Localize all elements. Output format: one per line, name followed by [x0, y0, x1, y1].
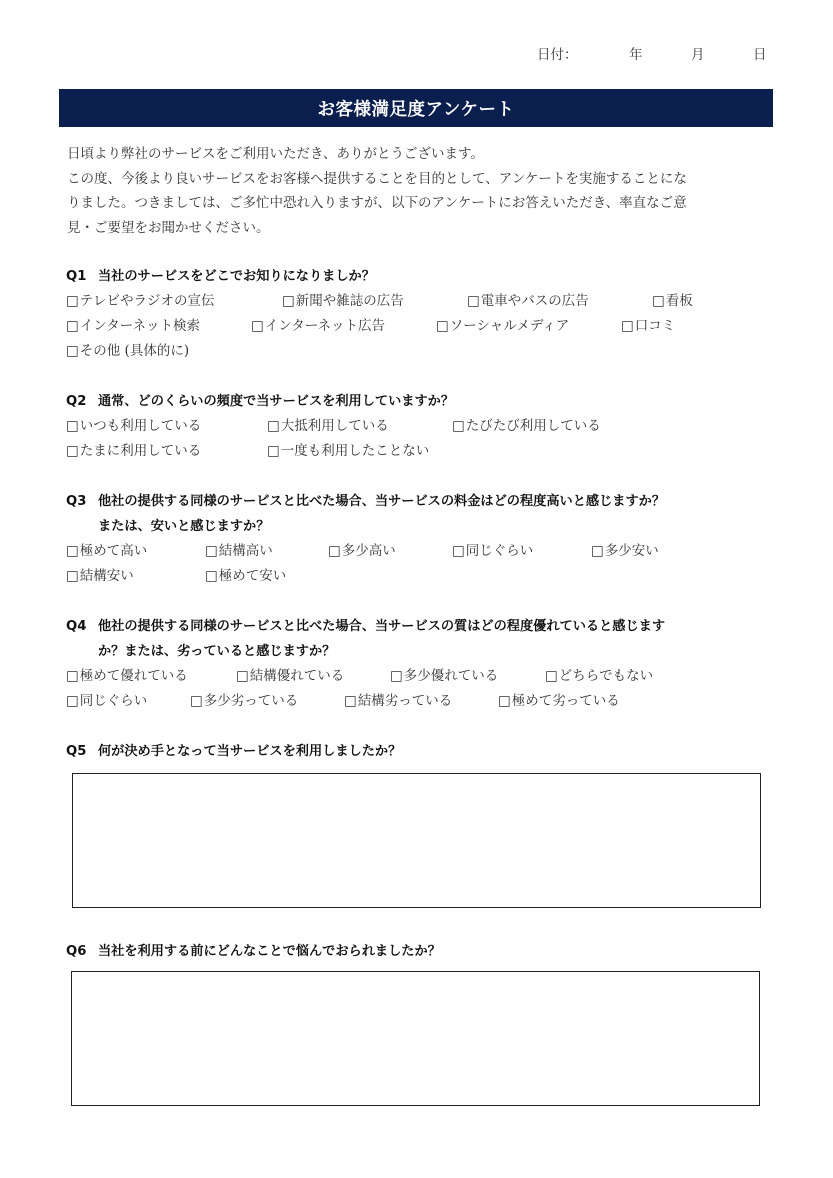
- checkbox-icon[interactable]: □: [545, 668, 558, 684]
- question-1: [66, 264, 776, 364]
- checkbox-icon[interactable]: □: [436, 318, 449, 334]
- question-heading: [66, 739, 776, 764]
- date-label: 日付：: [537, 47, 578, 63]
- checkbox-option[interactable]: □いつも利用している: [66, 414, 201, 439]
- checkbox-option[interactable]: □たまに利用している: [66, 439, 201, 464]
- checkbox-icon[interactable]: □: [652, 293, 665, 309]
- checkbox-icon[interactable]: □: [236, 668, 249, 684]
- question-heading: [66, 939, 776, 964]
- checkbox-option[interactable]: □多少優れている: [390, 664, 498, 689]
- checkbox-option[interactable]: □大抵利用している: [267, 414, 389, 439]
- checkbox-icon[interactable]: □: [66, 343, 79, 359]
- question-text-line2: または、安いと感じますか？: [98, 519, 270, 534]
- checkbox-icon[interactable]: □: [267, 418, 280, 434]
- intro-line: 見・ご要望をお聞かせください。: [67, 219, 270, 236]
- checkbox-option[interactable]: □同じぐらい: [452, 539, 533, 564]
- checkbox-option[interactable]: □多少安い: [591, 539, 659, 564]
- checkbox-icon[interactable]: □: [66, 543, 79, 559]
- question-heading: [66, 489, 776, 514]
- checkbox-option[interactable]: □極めて高い: [66, 539, 147, 564]
- question-3: [66, 489, 776, 589]
- checkbox-option[interactable]: □同じぐらい: [66, 689, 147, 714]
- question-text: 当社を利用する前にどんなことで悩んでおられましたか？: [98, 944, 441, 959]
- checkbox-option[interactable]: □インターネット広告: [251, 314, 385, 339]
- checkbox-icon[interactable]: □: [328, 543, 341, 559]
- checkbox-icon[interactable]: □: [452, 418, 465, 434]
- checkbox-icon[interactable]: □: [205, 568, 218, 584]
- checkbox-option[interactable]: □口コミ: [621, 314, 675, 339]
- checkbox-icon[interactable]: □: [498, 693, 511, 709]
- intro-line: この度、今後より良いサービスをお客様へ提供することを目的として、アンケートを実施することにな: [67, 170, 687, 187]
- options-group: [66, 289, 776, 364]
- checkbox-icon[interactable]: □: [66, 293, 79, 309]
- question-heading-continued: [66, 639, 776, 664]
- date-month: 月: [691, 47, 705, 63]
- question-number: Q1: [66, 269, 87, 284]
- options-group: [66, 539, 776, 589]
- checkbox-option[interactable]: □どちらでもない: [545, 664, 653, 689]
- checkbox-icon[interactable]: □: [66, 418, 79, 434]
- page-title: お客様満足度アンケート: [59, 89, 773, 127]
- checkbox-option[interactable]: □新聞や雑誌の広告: [282, 289, 404, 314]
- checkbox-option[interactable]: □電車やバスの広告: [467, 289, 589, 314]
- checkbox-option[interactable]: □極めて安い: [205, 564, 286, 589]
- question-number: Q2: [66, 394, 87, 409]
- question-heading: [66, 389, 776, 414]
- question-text: 他社の提供する同様のサービスと比べた場合、当サービスの質はどの程度優れていると感じます: [98, 619, 666, 634]
- question-6: [66, 939, 776, 964]
- checkbox-icon[interactable]: □: [591, 543, 604, 559]
- checkbox-icon[interactable]: □: [66, 668, 79, 684]
- checkbox-option[interactable]: □多少劣っている: [190, 689, 298, 714]
- checkbox-option[interactable]: □たびたび利用している: [452, 414, 601, 439]
- intro-line: りました。つきましては、ご多忙中恐れ入りますが、以下のアンケートにお答えいただき、率直なご意: [67, 195, 687, 212]
- question-number: Q5: [66, 744, 87, 759]
- checkbox-icon[interactable]: □: [251, 318, 264, 334]
- checkbox-icon[interactable]: □: [190, 693, 203, 709]
- question-heading-continued: [66, 514, 776, 539]
- checkbox-option[interactable]: □結構高い: [205, 539, 273, 564]
- question-text: 当社のサービスをどこでお知りになりましか？: [98, 269, 375, 284]
- question-2: [66, 389, 776, 464]
- answer-textbox-q6[interactable]: [71, 971, 760, 1106]
- question-number: Q3: [66, 494, 87, 509]
- checkbox-icon[interactable]: □: [66, 693, 79, 709]
- checkbox-icon[interactable]: □: [344, 693, 357, 709]
- checkbox-icon[interactable]: □: [205, 543, 218, 559]
- question-4: [66, 614, 776, 714]
- checkbox-option[interactable]: □インターネット検索: [66, 314, 200, 339]
- checkbox-icon[interactable]: □: [467, 293, 480, 309]
- question-number: Q6: [66, 944, 87, 959]
- answer-textbox-q5[interactable]: [72, 773, 761, 908]
- checkbox-icon[interactable]: □: [66, 443, 79, 459]
- question-heading: [66, 614, 776, 639]
- question-heading: [66, 264, 776, 289]
- date-line: [537, 43, 777, 63]
- checkbox-option[interactable]: □極めて優れている: [66, 664, 188, 689]
- checkbox-option[interactable]: □極めて劣っている: [498, 689, 620, 714]
- checkbox-icon[interactable]: □: [621, 318, 634, 334]
- checkbox-option[interactable]: □多少高い: [328, 539, 396, 564]
- checkbox-option[interactable]: □一度も利用したことない: [267, 439, 429, 464]
- question-text: 何が決め手となって当サービスを利用しましたか？: [98, 744, 402, 759]
- question-text: 他社の提供する同様のサービスと比べた場合、当サービスの料金はどの程度高いと感じますか？: [98, 494, 666, 509]
- options-group: [66, 664, 776, 714]
- question-text: 通常、どのくらいの頻度で当サービスを利用していますか？: [98, 394, 455, 409]
- date-day: 日: [753, 47, 767, 63]
- checkbox-icon[interactable]: □: [452, 543, 465, 559]
- checkbox-icon[interactable]: □: [282, 293, 295, 309]
- checkbox-option[interactable]: □看板: [652, 289, 693, 314]
- question-text-line2: か？または、劣っていると感じますか？: [98, 644, 336, 659]
- checkbox-option[interactable]: □結構優れている: [236, 664, 344, 689]
- checkbox-icon[interactable]: □: [390, 668, 403, 684]
- checkbox-icon[interactable]: □: [267, 443, 280, 459]
- checkbox-option[interactable]: □ソーシャルメディア: [436, 314, 569, 339]
- intro-text: [67, 142, 773, 240]
- options-group: [66, 414, 776, 464]
- checkbox-icon[interactable]: □: [66, 318, 79, 334]
- checkbox-option[interactable]: □その他 (具体的に): [66, 339, 189, 364]
- question-5: [66, 739, 776, 764]
- question-number: Q4: [66, 619, 87, 634]
- checkbox-option[interactable]: □テレビやラジオの宣伝: [66, 289, 215, 314]
- checkbox-icon[interactable]: □: [66, 568, 79, 584]
- checkbox-option[interactable]: □結構安い: [66, 564, 134, 589]
- checkbox-option[interactable]: □結構劣っている: [344, 689, 452, 714]
- date-year: 年: [629, 47, 643, 63]
- intro-line: 日頃より弊社のサービスをご利用いただき、ありがとうございます。: [67, 146, 484, 162]
